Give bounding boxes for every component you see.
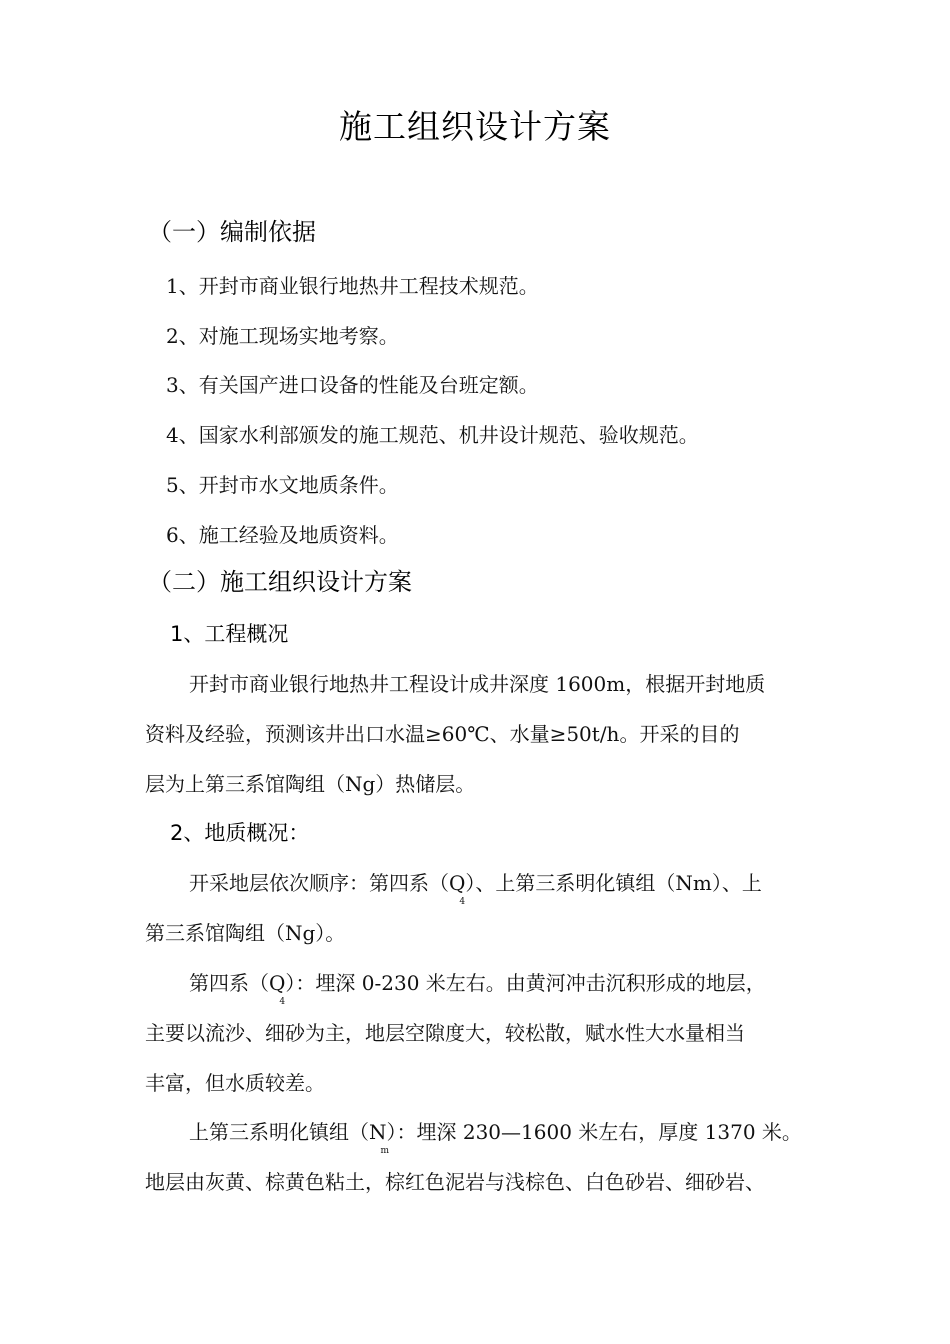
- paragraph-line: 层为上第三系馆陶组（Ng）热储层。: [145, 772, 476, 796]
- basis-item-4: 4、国家水利部颁发的施工规范、机井设计规范、验收规范。: [166, 423, 699, 447]
- section-heading-basis: （一）编制依据: [148, 218, 316, 246]
- paragraph-line: 开封市商业银行地热井工程设计成井深度 1600m，根据开封地质: [189, 672, 766, 696]
- paragraph-line: 上第三系明化镇组（Nm）：埋深 230—1600 米左右，厚度 1370 米。: [189, 1120, 802, 1156]
- quaternary-paragraph: [145, 958, 810, 1108]
- section-heading-plan: （二）施工组织设计方案: [148, 568, 412, 596]
- paragraph-line: 丰富，但水质较差。: [145, 1071, 325, 1095]
- project-overview-paragraph: [145, 659, 810, 809]
- basis-item-3: 3、有关国产进口设备的性能及台班定额。: [166, 373, 539, 397]
- basis-item-1: 1、开封市商业银行地热井工程技术规范。: [166, 274, 539, 298]
- document-title: 施工组织设计方案: [339, 107, 611, 146]
- strata-order-paragraph: [145, 858, 810, 958]
- paragraph-line: 地层由灰黄、棕黄色粘土，棕红色泥岩与浅棕色、白色砂岩、细砂岩、: [145, 1170, 765, 1194]
- minghuazhen-paragraph: [145, 1107, 810, 1207]
- paragraph-line: 主要以流沙、细砂为主，地层空隙度大，较松散，赋水性大水量相当: [145, 1021, 745, 1045]
- basis-item-5: 5、开封市水文地质条件。: [166, 473, 399, 497]
- subheading-project-overview: 1、工程概况: [170, 622, 289, 646]
- basis-item-6: 6、施工经验及地质资料。: [166, 523, 399, 547]
- paragraph-line: 第三系馆陶组（Ng）。: [145, 921, 346, 945]
- subheading-geology-overview: 2、地质概况：: [170, 821, 310, 845]
- paragraph-line: 资料及经验，预测该井出口水温≥60℃、水量≥50t/h。开采的目的: [145, 722, 740, 746]
- paragraph-line: 开采地层依次顺序：第四系（Q4）、上第三系明化镇组（Nm）、上: [189, 871, 762, 907]
- basis-item-2: 2、对施工现场实地考察。: [166, 324, 399, 348]
- paragraph-line: 第四系（Q4）：埋深 0-230 米左右。由黄河冲击沉积形成的地层，: [189, 971, 766, 1007]
